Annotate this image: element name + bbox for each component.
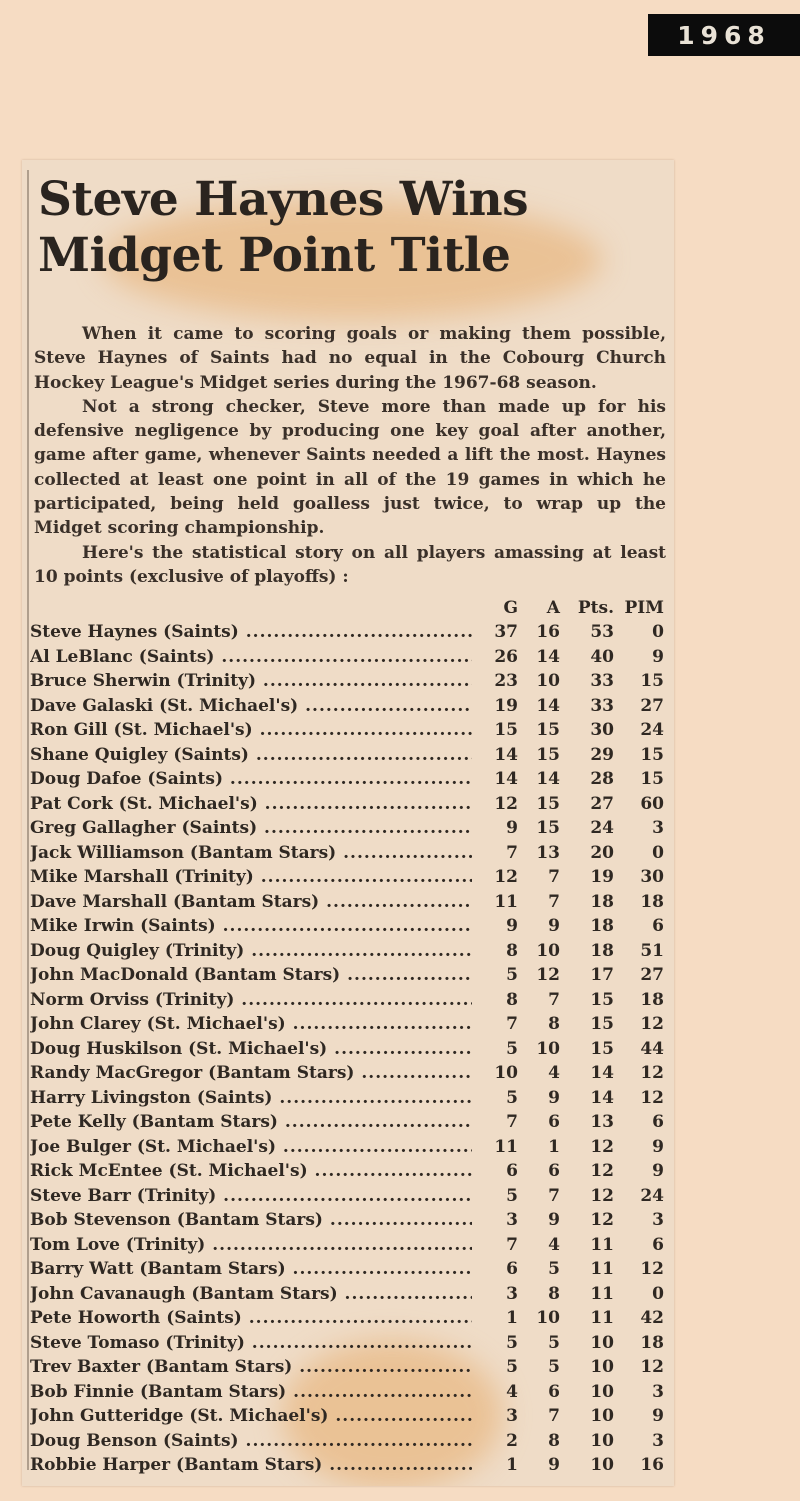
player-assists: 4 [548,1234,560,1255]
player-name: Dave Marshall (Bantam Stars) ..... [30,892,472,912]
player-assists: 4 [548,1063,560,1084]
player-goals: 5 [506,1038,518,1059]
player-points: 29 [590,744,614,765]
player-points: 11 [590,1259,614,1280]
player-row [30,767,670,792]
player-goals: 7 [506,1234,518,1255]
player-goals: 3 [506,1283,518,1304]
player-points: 27 [590,793,614,814]
player-name: Randy MacGregor (Bantam Stars) ..... [30,1063,472,1083]
player-assists: 15 [536,818,560,839]
player-pim: 42 [640,1308,664,1329]
stats-header-row [30,596,670,620]
player-assists: 15 [536,744,560,765]
player-assists: 8 [548,1430,560,1451]
player-row [30,865,670,890]
player-points: 11 [590,1308,614,1329]
player-name: Pat Cork (St. Michael's) ..... [30,794,472,814]
player-row [30,914,670,939]
player-goals: 19 [494,695,518,716]
player-name: Steve Haynes (Saints) ..... [30,622,472,642]
player-name: Bob Stevenson (Bantam Stars) ..... [30,1210,472,1230]
player-assists: 7 [548,1185,560,1206]
player-name: Trev Baxter (Bantam Stars) ..... [30,1357,472,1377]
player-row [30,1061,670,1086]
player-pim: 12 [640,1259,664,1280]
header-goals: G [503,598,518,618]
player-points: 18 [590,891,614,912]
year-label: 1968 [648,14,800,56]
player-assists: 8 [548,1283,560,1304]
player-row [30,1331,670,1356]
player-assists: 6 [548,1112,560,1133]
player-points: 28 [590,769,614,790]
player-pim: 18 [640,989,664,1010]
paragraph: Here's the statistical story on all players amassing at least 10 points (exclusive of playoffs) : [34,542,666,587]
player-name: Bruce Sherwin (Trinity) ..... [30,671,472,691]
player-pim: 0 [652,622,664,643]
player-row [30,939,670,964]
player-goals: 9 [506,916,518,937]
player-goals: 1 [506,1308,518,1329]
player-pim: 18 [640,891,664,912]
player-row [30,1086,670,1111]
player-assists: 5 [548,1259,560,1280]
player-name: Norm Orviss (Trinity) ..... [30,990,472,1010]
player-goals: 3 [506,1210,518,1231]
player-goals: 5 [506,1332,518,1353]
player-assists: 9 [548,1210,560,1231]
player-goals: 7 [506,1014,518,1035]
player-assists: 1 [548,1136,560,1157]
player-assists: 15 [536,720,560,741]
player-goals: 26 [494,646,518,667]
player-assists: 6 [548,1381,560,1402]
player-points: 14 [590,1063,614,1084]
player-row [30,1012,670,1037]
player-pim: 9 [652,1406,664,1427]
player-name: Shane Quigley (Saints) ..... [30,745,472,765]
player-points: 12 [590,1210,614,1231]
headline [38,172,668,284]
player-points: 15 [590,1038,614,1059]
player-points: 10 [590,1357,614,1378]
player-name: Pete Howorth (Saints) ..... [30,1308,472,1328]
player-pim: 0 [652,1283,664,1304]
player-assists: 12 [536,965,560,986]
player-row [30,792,670,817]
player-goals: 6 [506,1259,518,1280]
player-points: 11 [590,1283,614,1304]
player-goals: 10 [494,1063,518,1084]
player-pim: 12 [640,1014,664,1035]
player-pim: 51 [640,940,664,961]
player-goals: 6 [506,1161,518,1182]
player-assists: 9 [548,1455,560,1476]
headline-line-2: Midget Point Title [38,228,511,283]
player-rows [30,620,670,1478]
player-pim: 24 [640,720,664,741]
player-row [30,620,670,645]
player-pim: 30 [640,867,664,888]
player-goals: 23 [494,671,518,692]
player-goals: 9 [506,818,518,839]
player-name: Doug Dafoe (Saints) ..... [30,769,472,789]
player-points: 12 [590,1185,614,1206]
player-goals: 1 [506,1455,518,1476]
player-pim: 6 [652,1112,664,1133]
player-row [30,1282,670,1307]
player-points: 18 [590,916,614,937]
player-name: John Cavanaugh (Bantam Stars) ..... [30,1284,472,1304]
player-row [30,816,670,841]
player-pim: 27 [640,965,664,986]
player-pim: 16 [640,1455,664,1476]
player-pim: 60 [640,793,664,814]
player-pim: 12 [640,1357,664,1378]
player-name: Dave Galaski (St. Michael's) ..... [30,696,472,716]
player-assists: 10 [536,1308,560,1329]
player-pim: 9 [652,646,664,667]
player-points: 19 [590,867,614,888]
player-name: Doug Huskilson (St. Michael's) ..... [30,1039,472,1059]
player-row [30,1355,670,1380]
player-goals: 37 [494,622,518,643]
player-name: Mike Irwin (Saints) ..... [30,916,472,936]
player-points: 11 [590,1234,614,1255]
player-pim: 15 [640,769,664,790]
player-points: 12 [590,1161,614,1182]
player-goals: 8 [506,940,518,961]
player-assists: 5 [548,1332,560,1353]
player-name: Robbie Harper (Bantam Stars) ..... [30,1455,472,1475]
player-assists: 13 [536,842,560,863]
player-pim: 9 [652,1136,664,1157]
header-points: Pts. [577,598,614,618]
player-row [30,1380,670,1405]
paragraph: When it came to scoring goals or making them possible, Steve Haynes of Saints had no equal in the Cobourg Church Hockey League's Midget series during the 1967-68 season. [34,324,666,393]
player-row [30,1257,670,1282]
player-row [30,645,670,670]
player-pim: 0 [652,842,664,863]
player-row [30,1404,670,1429]
player-goals: 2 [506,1430,518,1451]
player-name: Doug Benson (Saints) ..... [30,1431,472,1451]
player-points: 10 [590,1381,614,1402]
player-name: Doug Quigley (Trinity) ..... [30,941,472,961]
player-row [30,669,670,694]
player-points: 14 [590,1087,614,1108]
player-points: 17 [590,965,614,986]
player-assists: 7 [548,1406,560,1427]
player-assists: 14 [536,646,560,667]
player-row [30,1184,670,1209]
player-name: Steve Barr (Trinity) ..... [30,1186,472,1206]
player-assists: 5 [548,1357,560,1378]
player-pim: 3 [652,818,664,839]
player-name: Steve Tomaso (Trinity) ..... [30,1333,472,1353]
player-row [30,963,670,988]
player-name: Greg Gallagher (Saints) ..... [30,818,472,838]
player-assists: 6 [548,1161,560,1182]
player-name: Pete Kelly (Bantam Stars) ..... [30,1112,472,1132]
player-row [30,694,670,719]
player-name: Al LeBlanc (Saints) ..... [30,647,472,667]
player-name: Barry Watt (Bantam Stars) ..... [30,1259,472,1279]
player-row [30,743,670,768]
paragraph: Not a strong checker, Steve more than made up for his defensive negligence by producing one key goal after another, game after game, whenever Saints needed a lift the most. Haynes collected at least one point in all of the 19 games in which he participated, being held goalless just twice, to wrap up the Midget scoring championship. [34,396,666,539]
player-goals: 12 [494,867,518,888]
player-points: 20 [590,842,614,863]
player-goals: 5 [506,1087,518,1108]
player-row [30,718,670,743]
player-assists: 10 [536,940,560,961]
player-points: 10 [590,1430,614,1451]
player-pim: 12 [640,1063,664,1084]
player-assists: 9 [548,1087,560,1108]
player-pim: 12 [640,1087,664,1108]
player-assists: 8 [548,1014,560,1035]
article-body [34,322,666,589]
player-row [30,988,670,1013]
player-pim: 3 [652,1430,664,1451]
player-pim: 6 [652,1234,664,1255]
player-goals: 11 [494,891,518,912]
player-name: Rick McEntee (St. Michael's) ..... [30,1161,472,1181]
player-name: Bob Finnie (Bantam Stars) ..... [30,1382,472,1402]
player-points: 40 [590,646,614,667]
newspaper-clipping [22,160,674,1486]
player-goals: 14 [494,744,518,765]
player-name: Jack Williamson (Bantam Stars) ..... [30,843,472,863]
player-row [30,1135,670,1160]
player-name: Harry Livingston (Saints) ..... [30,1088,472,1108]
player-name: Ron Gill (St. Michael's) ..... [30,720,472,740]
player-row [30,1453,670,1478]
player-goals: 15 [494,720,518,741]
player-name: John MacDonald (Bantam Stars) ..... [30,965,472,985]
player-assists: 10 [536,1038,560,1059]
player-goals: 14 [494,769,518,790]
player-pim: 15 [640,744,664,765]
player-row [30,890,670,915]
player-pim: 6 [652,916,664,937]
player-goals: 8 [506,989,518,1010]
player-name: Joe Bulger (St. Michael's) ..... [30,1137,472,1157]
player-points: 33 [590,695,614,716]
player-points: 10 [590,1406,614,1427]
player-goals: 3 [506,1406,518,1427]
player-points: 33 [590,671,614,692]
player-assists: 7 [548,989,560,1010]
player-pim: 3 [652,1381,664,1402]
player-points: 12 [590,1136,614,1157]
player-goals: 7 [506,842,518,863]
player-name: Mike Marshall (Trinity) ..... [30,867,472,887]
player-assists: 7 [548,891,560,912]
player-goals: 5 [506,1357,518,1378]
player-assists: 14 [536,695,560,716]
player-assists: 16 [536,622,560,643]
player-points: 10 [590,1332,614,1353]
player-name: John Clarey (St. Michael's) ..... [30,1014,472,1034]
player-assists: 7 [548,867,560,888]
player-points: 18 [590,940,614,961]
header-pim: PIM [624,598,664,618]
player-row [30,1208,670,1233]
player-row [30,841,670,866]
player-assists: 10 [536,671,560,692]
player-row [30,1429,670,1454]
player-name: Tom Love (Trinity) ..... [30,1235,472,1255]
player-goals: 4 [506,1381,518,1402]
player-points: 15 [590,1014,614,1035]
player-points: 15 [590,989,614,1010]
player-row [30,1037,670,1062]
player-points: 24 [590,818,614,839]
player-row [30,1159,670,1184]
player-goals: 5 [506,965,518,986]
player-pim: 9 [652,1161,664,1182]
scoring-stats-table [30,596,670,1478]
player-pim: 24 [640,1185,664,1206]
headline-line-1: Steve Haynes Wins [38,172,529,227]
player-pim: 44 [640,1038,664,1059]
player-goals: 12 [494,793,518,814]
player-assists: 9 [548,916,560,937]
player-goals: 5 [506,1185,518,1206]
header-assists: A [546,598,560,618]
player-row [30,1233,670,1258]
player-points: 13 [590,1112,614,1133]
left-rule [27,170,29,1470]
player-name: John Gutteridge (St. Michael's) ..... [30,1406,472,1426]
player-points: 53 [590,622,614,643]
player-row [30,1306,670,1331]
player-points: 10 [590,1455,614,1476]
player-assists: 14 [536,769,560,790]
player-points: 30 [590,720,614,741]
player-goals: 11 [494,1136,518,1157]
player-pim: 18 [640,1332,664,1353]
player-pim: 27 [640,695,664,716]
player-row [30,1110,670,1135]
player-pim: 3 [652,1210,664,1231]
player-goals: 7 [506,1112,518,1133]
player-assists: 15 [536,793,560,814]
player-pim: 15 [640,671,664,692]
